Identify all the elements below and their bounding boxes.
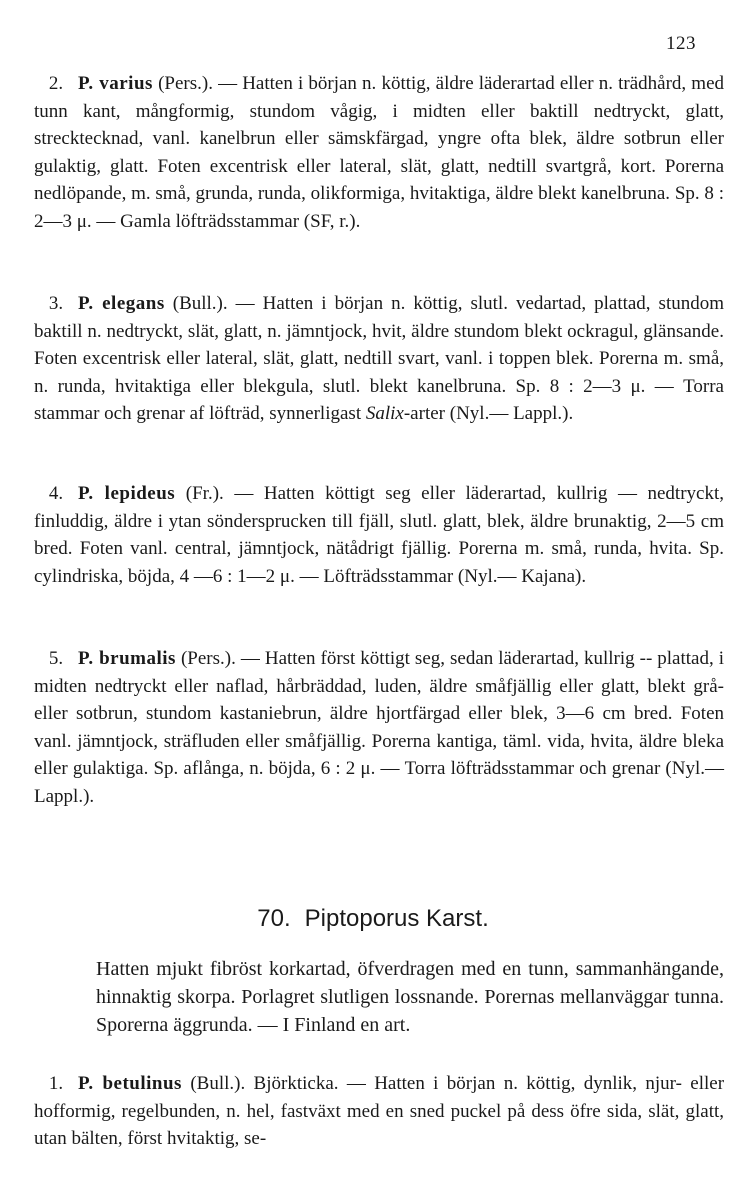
species-number: 1. xyxy=(48,1073,64,1094)
species-entry-betulinus xyxy=(34,1070,724,1153)
species-description-end: -arter (Nyl.— Lappl.). xyxy=(403,403,574,425)
species-entry-lepideus xyxy=(34,480,724,590)
species-paragraph xyxy=(34,290,724,428)
species-number: 4. xyxy=(48,483,64,504)
species-number: 5. xyxy=(48,648,64,669)
page-number: 123 xyxy=(666,33,696,54)
species-description: (Bull.). Björkticka. — Hatten i början n. köttig, dynlik, njur- eller hofformig, regelbunden, n. hel, fastväxt med en sned puckel på dess öfre sida, slät, glatt, utan bälten, först hvitaktig, se- xyxy=(34,1073,725,1150)
genus-description: Hatten mjukt fibröst korkartad, öfverdragen med en tunn, sammanhängande, hinnaktig skorpa. Porlagret slutligen lossnande. Porernas mellanväggar tunna. Sporerna äggrunda. — I Finland en art. xyxy=(96,958,724,1036)
genus-heading xyxy=(0,905,746,933)
species-description: (Pers.). — Hatten först köttigt seg, sedan läderartad, kullrig -- plattad, i midten nedtryckt eller naflad, hårbräddad, luden, äldre småfjällig eller glatt, blekt grå- eller sotbrun, stundom kastaniebrun, äldre hjortfärgad eller blek, 3—6 cm bred. Foten vanl. jämntjock, sträfluden eller småfjällig. Porerna kantiga, täml. vida, hvita, äldre bleka eller gulaktiga. Sp. aflånga, n. böjda, 6 : 2 μ. — Torra löfträdsstammar och grenar (Nyl.—Lappl.). xyxy=(34,648,724,807)
species-description: (Pers.). — Hatten i början n. köttig, äldre läderartad eller n. trädhård, med tunn kant, mångformig, stundom vågig, i midten eller baktill nedtryckt, glatt, strecktecknad, vanl. kanelbrun eller sämskfärgad, yngre ofta blek, äldre sotbrun eller gulaktig, glatt. Foten excentrisk eller lateral, slät, glatt, nedtill svartgrå, kort. Porerna nedlöpande, m. små, grunda, runda, olikformiga, hvitaktiga, äldre blekt kanelbruna. Sp. 8 : 2—3 μ. — Gamla löfträdsstammar (SF, r.). xyxy=(34,73,724,232)
species-number: 3. xyxy=(48,293,64,314)
species-paragraph xyxy=(34,480,724,590)
species-number: 2. xyxy=(48,73,64,94)
species-description: (Bull.). — Hatten i början n. köttig, slutl. vedartad, plattad, stundom baktill n. nedtryckt, slät, glatt, n. jämntjock, hvit, äldre stundom blekt ockragul, glänsande. Foten excentrisk eller lateral, slät, glatt, nedtill svart, vanl. i toppen blek. Porerna m. små, n. runda, hvitaktiga eller blekgula, slutl. blekt kanelbruna. Sp. 8 : 2—3 μ. — Torra stammar och grenar af löfträd, synnerligast xyxy=(34,293,725,425)
species-name: P. betulinus xyxy=(78,1073,182,1094)
genus-number: 70. xyxy=(257,905,291,932)
species-paragraph xyxy=(34,1070,724,1153)
species-entry-brumalis xyxy=(34,645,724,811)
species-description: (Fr.). — Hatten köttigt seg eller läderartad, kullrig — nedtryckt, finluddig, äldre i ytan sönderspruckеn till fjäll, slutl. glatt, blek, äldre brunaktig, 2—5 cm bred. Foten vanl. central, jämntjock, nätådrigt fjällig. Porerna m. små, runda, hvita. Sp. cylindriska, böjda, 4 —6 : 1—2 μ. — Löfträdsstammar (Nyl.— Kajana). xyxy=(34,483,724,587)
species-paragraph xyxy=(34,645,724,811)
species-name: P. varius xyxy=(78,73,153,94)
species-paragraph xyxy=(34,70,724,236)
species-entry-elegans xyxy=(34,290,724,428)
species-name: P. brumalis xyxy=(78,648,176,669)
species-description-italic: Salix xyxy=(365,403,404,425)
genus-name: Piptoporus Karst. xyxy=(304,905,489,932)
species-entry-varius xyxy=(34,70,724,236)
species-name: P. lepideus xyxy=(78,483,176,504)
species-name: P. elegans xyxy=(78,293,165,314)
